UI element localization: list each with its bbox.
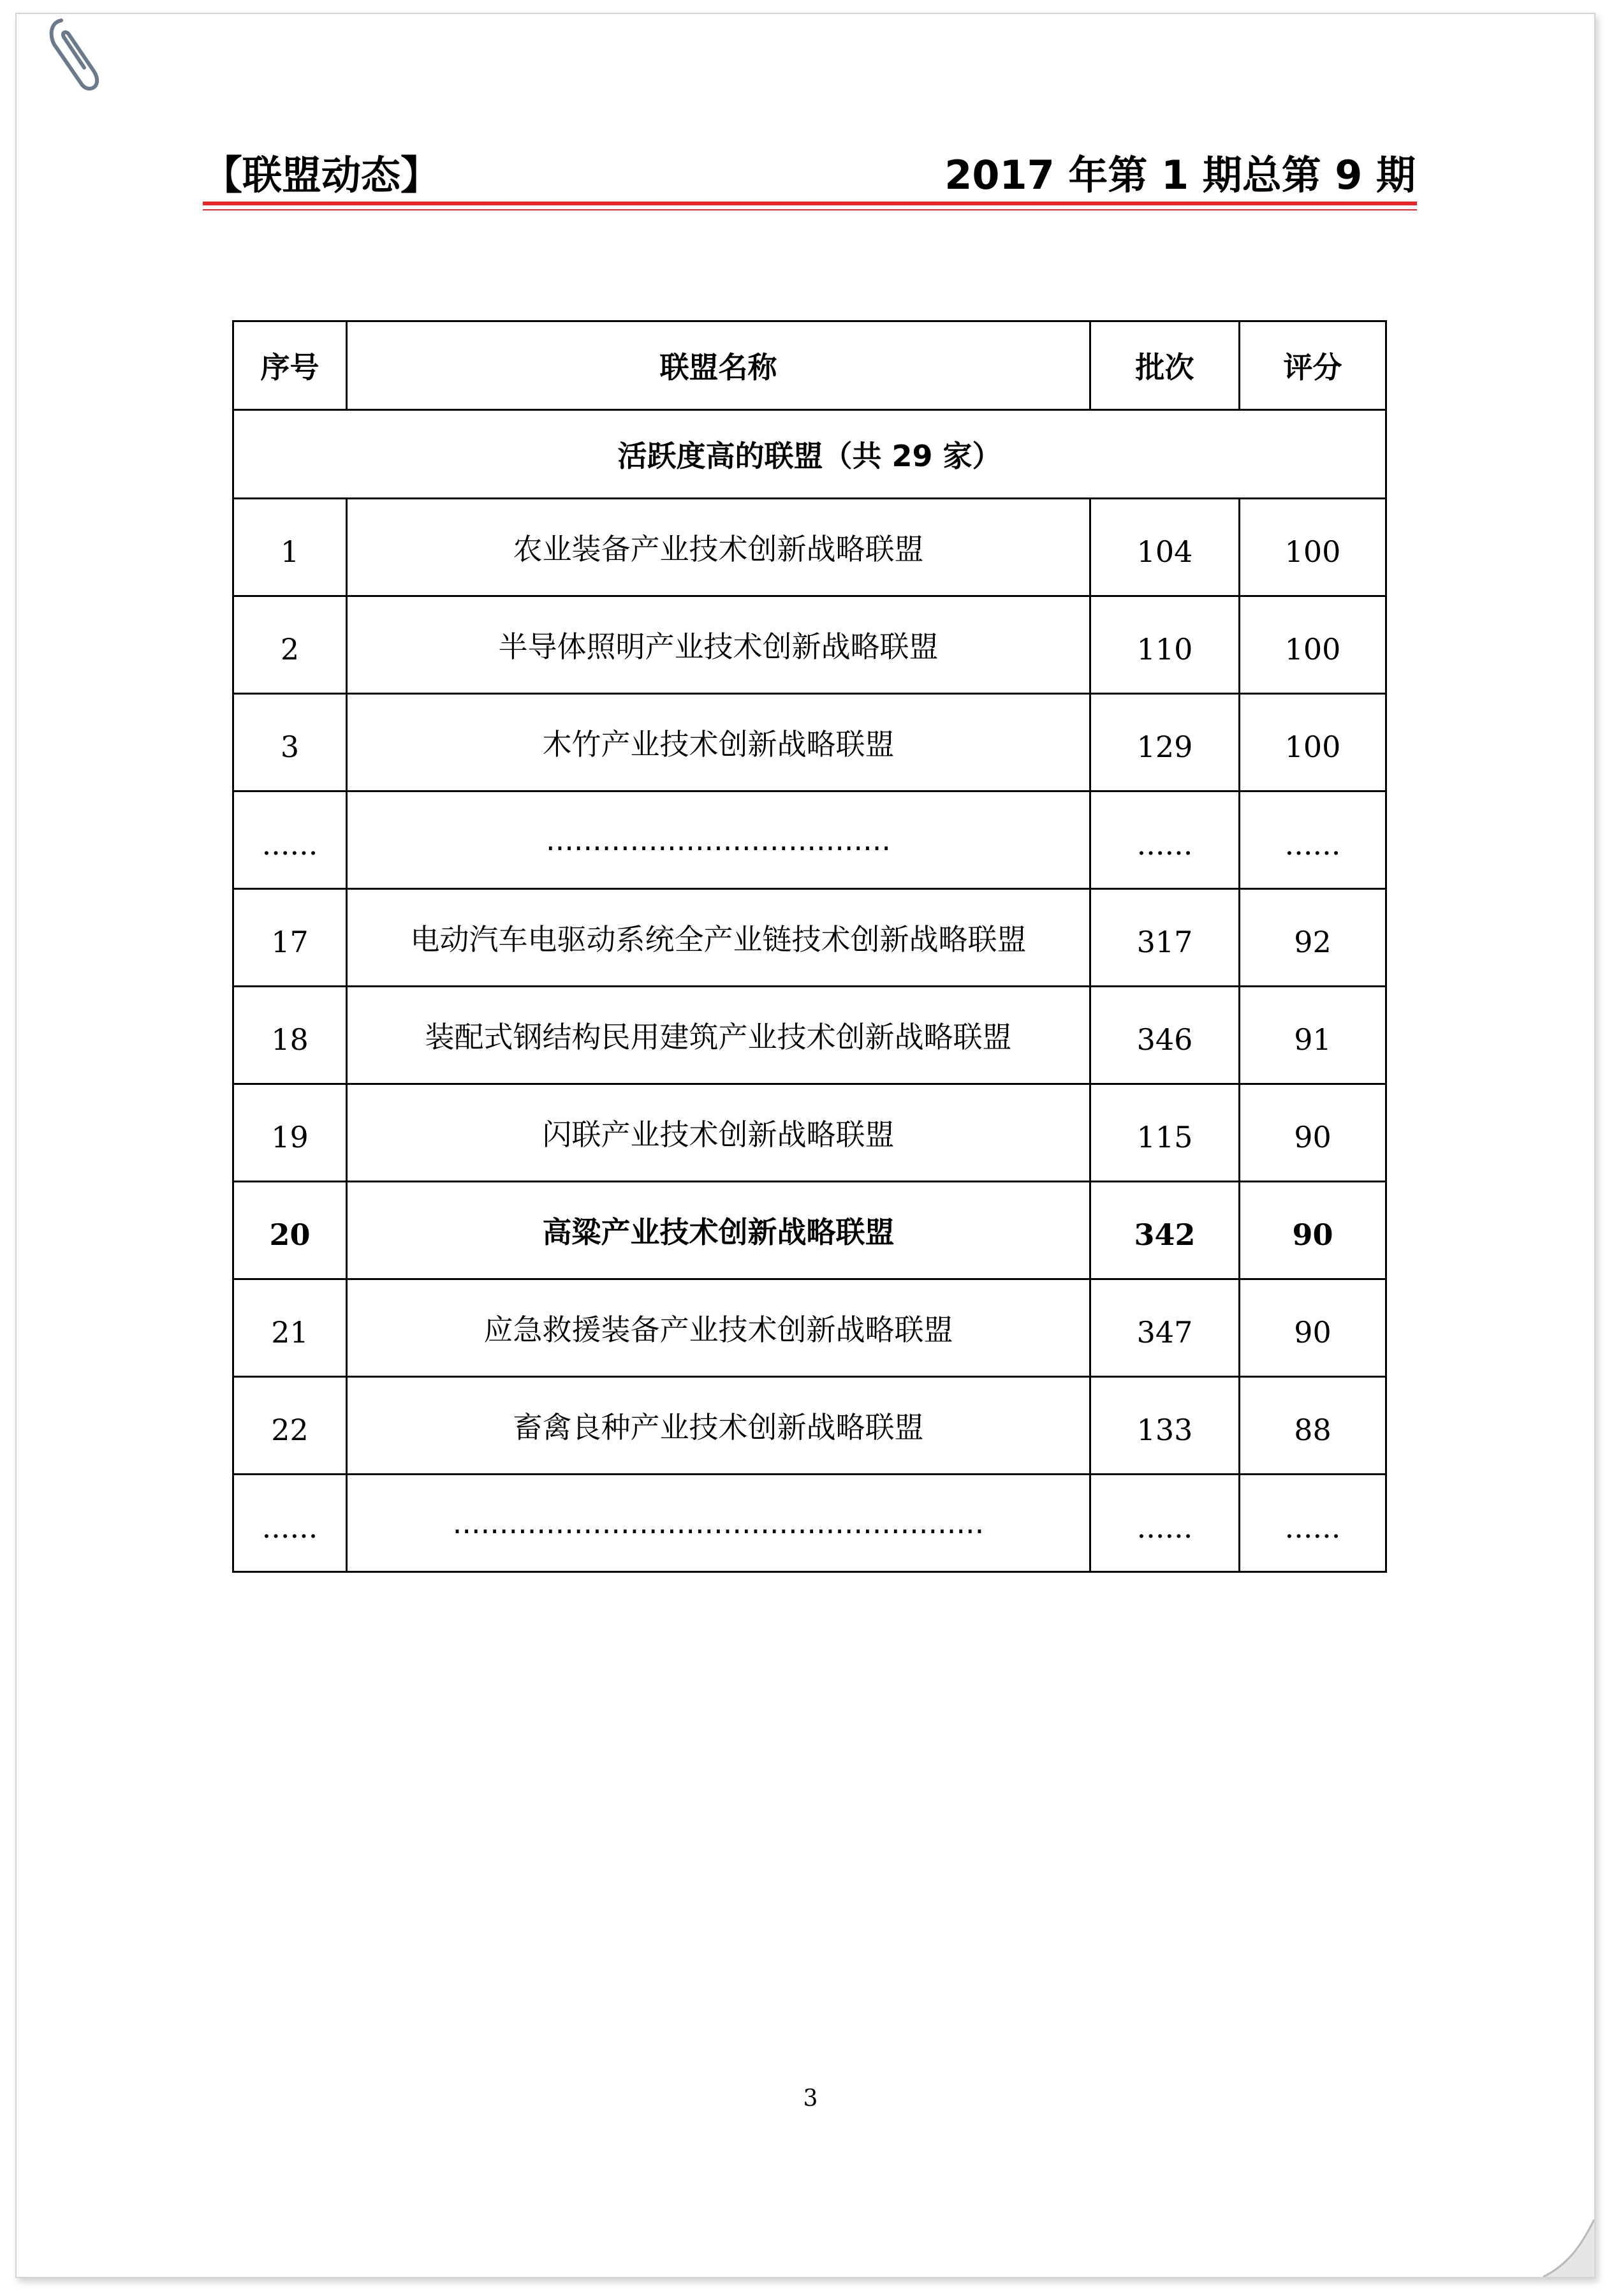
col-header-batch: 批次 <box>1090 321 1240 410</box>
cell-name: 半导体照明产业技术创新战略联盟 <box>347 596 1090 694</box>
cell-batch: 317 <box>1090 889 1240 987</box>
table-row <box>233 889 1386 987</box>
cell-index: 18 <box>233 987 347 1084</box>
cell-name: 木竹产业技术创新战略联盟 <box>347 694 1090 791</box>
page-number: 3 <box>803 2086 818 2112</box>
cell-score: ...... <box>1240 1475 1386 1572</box>
table-row <box>233 499 1386 596</box>
header-rule-thick <box>203 202 1417 205</box>
table-row <box>233 1475 1386 1572</box>
table-header-row <box>233 321 1386 410</box>
cell-index: 20 <box>233 1182 347 1279</box>
table-row <box>233 791 1386 889</box>
cell-index: ...... <box>233 1475 347 1572</box>
cell-batch: 346 <box>1090 987 1240 1084</box>
cell-batch: 129 <box>1090 694 1240 791</box>
col-header-index: 序号 <box>233 321 347 410</box>
alliance-table <box>232 320 1387 1573</box>
cell-score: 100 <box>1240 694 1386 791</box>
table-row <box>233 1182 1386 1279</box>
issue-number: 2017 年第 1 期总第 9 期 <box>944 152 1416 198</box>
cell-score: 90 <box>1240 1084 1386 1182</box>
paperclip-icon <box>42 14 106 97</box>
cell-score: ...... <box>1240 791 1386 889</box>
cell-index: 2 <box>233 596 347 694</box>
col-header-name: 联盟名称 <box>347 321 1090 410</box>
cell-index: ...... <box>233 791 347 889</box>
cell-batch: 347 <box>1090 1279 1240 1377</box>
cell-score: 100 <box>1240 499 1386 596</box>
table-row <box>233 694 1386 791</box>
cell-index: 22 <box>233 1377 347 1475</box>
group-row <box>233 410 1386 499</box>
cell-batch: 104 <box>1090 499 1240 596</box>
cell-batch: 115 <box>1090 1084 1240 1182</box>
section-title: 【联盟动态】 <box>203 152 441 198</box>
cell-score: 88 <box>1240 1377 1386 1475</box>
cell-score: 100 <box>1240 596 1386 694</box>
col-header-score: 评分 <box>1240 321 1386 410</box>
cell-name: 装配式钢结构民用建筑产业技术创新战略联盟 <box>347 987 1090 1084</box>
cell-index: 1 <box>233 499 347 596</box>
cell-score: 92 <box>1240 889 1386 987</box>
cell-index: 19 <box>233 1084 347 1182</box>
cell-name: 农业装备产业技术创新战略联盟 <box>347 499 1090 596</box>
cell-name: ......................................................... <box>347 1475 1090 1572</box>
cell-batch: 342 <box>1090 1182 1240 1279</box>
cell-name: ..................................... <box>347 791 1090 889</box>
page-curl-icon <box>1518 2200 1594 2277</box>
table-row <box>233 1377 1386 1475</box>
cell-batch: ...... <box>1090 791 1240 889</box>
table-row <box>233 987 1386 1084</box>
header-rule-thin <box>203 209 1417 210</box>
cell-index: 21 <box>233 1279 347 1377</box>
group-title: 活跃度高的联盟（共 29 家） <box>233 410 1386 499</box>
cell-batch: 133 <box>1090 1377 1240 1475</box>
table-row <box>233 1279 1386 1377</box>
cell-score: 90 <box>1240 1279 1386 1377</box>
cell-batch: ...... <box>1090 1475 1240 1572</box>
cell-index: 17 <box>233 889 347 987</box>
cell-name: 畜禽良种产业技术创新战略联盟 <box>347 1377 1090 1475</box>
cell-batch: 110 <box>1090 596 1240 694</box>
cell-index: 3 <box>233 694 347 791</box>
cell-name: 电动汽车电驱动系统全产业链技术创新战略联盟 <box>347 889 1090 987</box>
cell-name: 闪联产业技术创新战略联盟 <box>347 1084 1090 1182</box>
cell-score: 90 <box>1240 1182 1386 1279</box>
cell-name: 应急救援装备产业技术创新战略联盟 <box>347 1279 1090 1377</box>
cell-name: 高粱产业技术创新战略联盟 <box>347 1182 1090 1279</box>
cell-score: 91 <box>1240 987 1386 1084</box>
table-row <box>233 596 1386 694</box>
table-row <box>233 1084 1386 1182</box>
